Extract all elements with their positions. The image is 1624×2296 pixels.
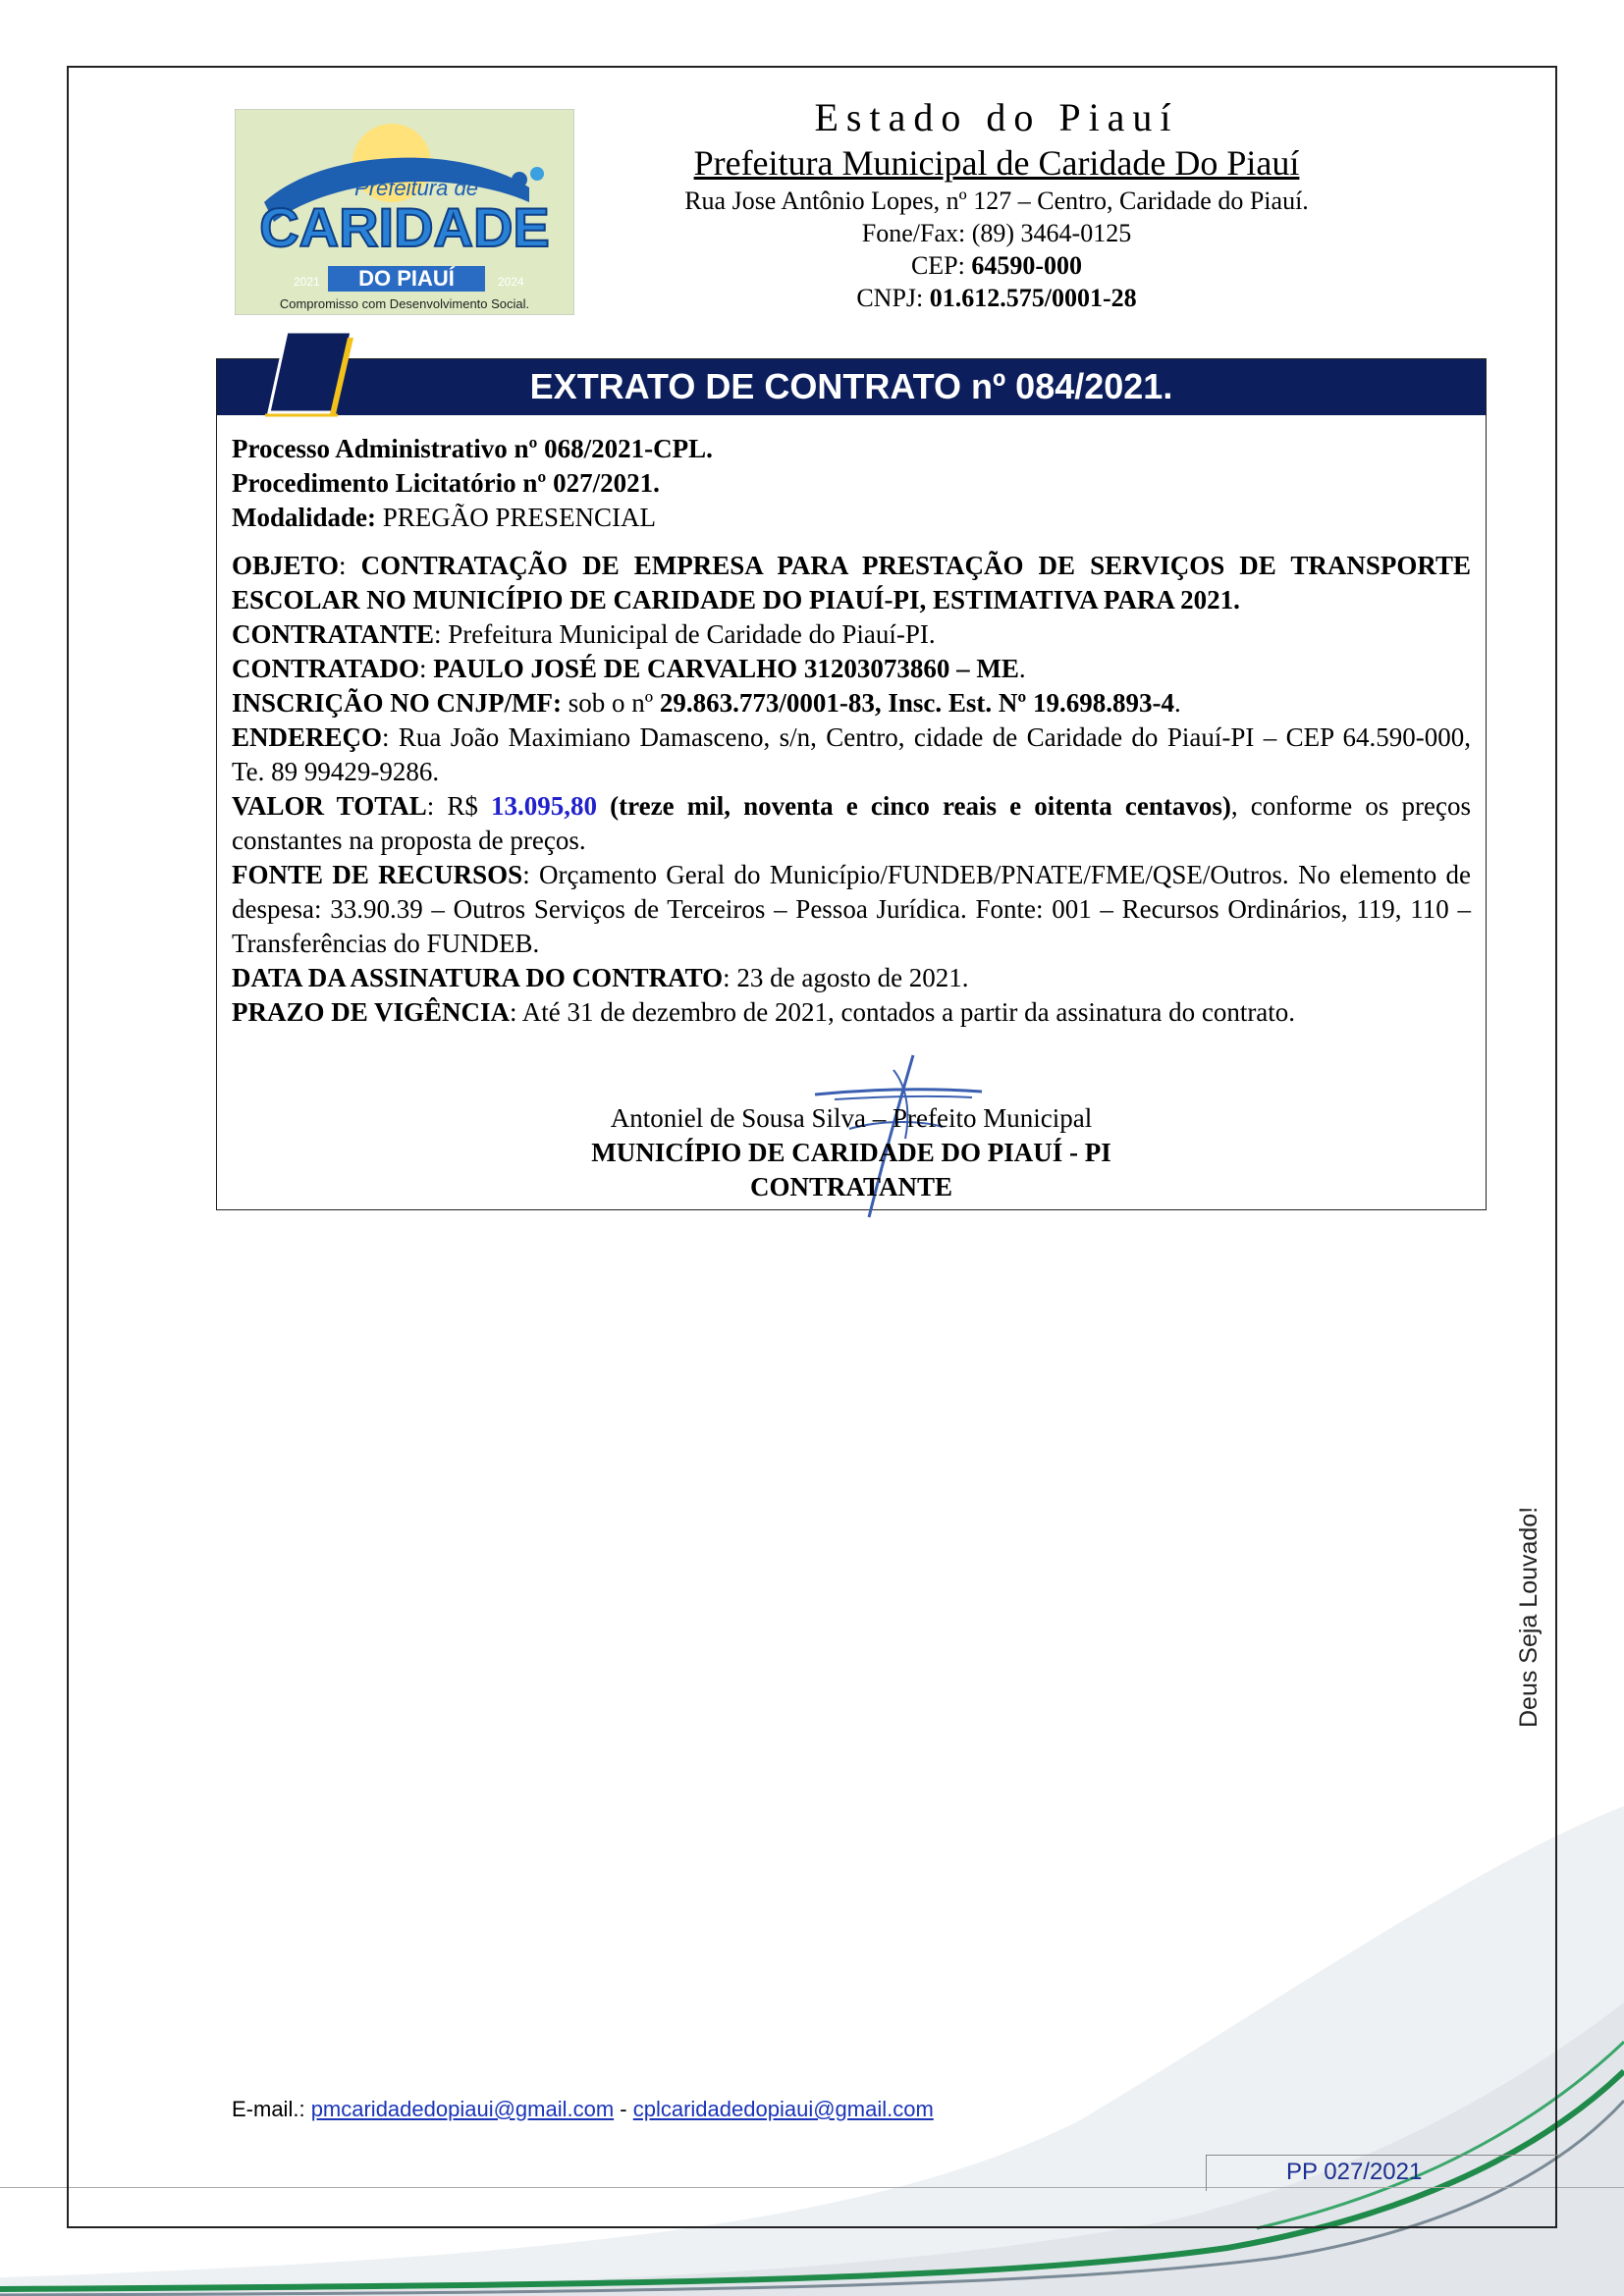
email-link-pm[interactable]: pmcaridadedopiaui@gmail.com	[310, 2097, 615, 2121]
processo: Processo Administrativo nº 068/2021-CPL.	[232, 434, 713, 463]
svg-text:2024: 2024	[498, 275, 524, 289]
cnpj-label: CNPJ:	[856, 284, 930, 312]
municipality-title: Prefeitura Municipal de Caridade Do Piauí	[693, 143, 1300, 183]
procedimento: Procedimento Licitatório nº 027/2021.	[232, 468, 660, 498]
valor-value: 13.095,80	[491, 791, 598, 821]
inscricao-pre: sob o nº	[561, 688, 660, 718]
contratante-label: CONTRATANTE	[232, 619, 435, 649]
data-label: DATA DA ASSINATURA DO CONTRATO	[232, 963, 724, 992]
footer-email	[232, 2097, 934, 2122]
cep-value: 64590-000	[971, 251, 1083, 280]
address: Rua Jose Antônio Lopes, nº 127 – Centro, Caridade do Piauí.	[684, 187, 1309, 215]
signatory-name: Antoniel de Sousa Silva – Prefeito Municipal	[610, 1103, 1093, 1133]
letterhead	[609, 94, 1384, 314]
process-reference: PP 027/2021	[1286, 2159, 1423, 2185]
svg-text:CARIDADE: CARIDADE	[259, 196, 550, 258]
modalidade-label: Modalidade:	[232, 503, 377, 532]
svg-text:Compromisso com Desenvolviment: Compromisso com Desenvolvimento Social.	[279, 296, 530, 311]
email-separator: -	[614, 2097, 633, 2121]
data-value: : 23 de agosto de 2021.	[723, 963, 969, 992]
inscricao-value: 29.863.773/0001-83, Insc. Est. Nº 19.698.893-4	[659, 688, 1175, 718]
side-motto: Deus Seja Louvado!	[1515, 1506, 1543, 1728]
contract-body: Processo Administrativo nº 068/2021-CPL. Procedimento Licitatório nº 027/2021. Modalidade: PREGÃO PRESENCIAL OBJETO: CONTRATAÇÃO DE EMPRESA PARA PRESTAÇÃO DE SERVIÇOS DE TRANSPORTE ESCOLAR NO MUNICÍPIO DE CARIDADE DO PIAUÍ-PI, ESTIMATIVA PARA 2021. CONTRATANTE: Prefeitura Municipal de Caridade do Piauí-PI. CONTRATADO: PAULO JOSÉ DE CARVALHO 31203073860 – ME. INSCRIÇÃO NO CNJP/MF: sob o nº 29.863.773/0001-83, Insc. Est. Nº 19.698.893-4. ENDEREÇO: Rua João Maximiano Damasceno, s/n, Centro, cidade de Caridade do Piauí-PI – CEP 64.590-000, Te. 89 99429-9286. VALOR TOTAL: R$ 13.095,80 (treze mil, noventa e cinco reais e oitenta centavos), conforme os preços constantes na proposta de preços. FONTE DE RECURSOS: Orçamento Geral do Município/FUNDEB/PNATE/FME/QSE/Outros. No elemento de despesa: 33.90.39 – Outros Serviços de Terceiros – Pessoa Jurídica. Fonte: 001 – Recursos Ordinários, 119, 110 – Transferências do FUNDEB. DATA DA ASSINATURA DO CONTRATO: 23 de agosto de 2021. PRAZO DE VIGÊNCIA: Até 31 de dezembro de 2021, contados a partir da assinatura do contrato.	[232, 434, 1472, 1027]
email-label: E-mail.:	[232, 2097, 311, 2121]
contract-title	[217, 366, 1486, 407]
cep	[609, 249, 1384, 282]
svg-text:Prefeitura de: Prefeitura de	[354, 176, 478, 200]
signatory-municipality: MUNICÍPIO DE CARIDADE DO PIAUÍ - PI	[591, 1138, 1111, 1167]
cnpj-value: 01.612.575/0001-28	[929, 284, 1137, 312]
endereco-label: ENDEREÇO	[232, 722, 383, 752]
valor-pre: : R$	[426, 791, 492, 821]
state-name: Estado do Piauí	[814, 95, 1179, 139]
signature-block	[232, 1101, 1471, 1204]
contratado-value: PAULO JOSÉ DE CARVALHO 31203073860 – ME	[433, 654, 1019, 683]
endereco-value: : Rua João Maximiano Damasceno, s/n, Centro, cidade de Caridade do Piauí-PI – CEP 64.590-000, Te. 89 99429-9286.	[232, 722, 1471, 786]
valor-post: , conforme os preços constantes na proposta de preços.	[232, 791, 1471, 855]
svg-text:DO PIAUÍ: DO PIAUÍ	[358, 266, 455, 291]
contratante-value: : Prefeitura Municipal de Caridade do Piauí-PI.	[434, 619, 936, 649]
cep-label: CEP:	[910, 251, 972, 280]
valor-extenso: (treze mil, noventa e cinco reais e oitenta centavos)	[610, 791, 1231, 821]
phone: Fone/Fax: (89) 3464-0125	[861, 219, 1132, 247]
caridade-logo	[235, 109, 574, 315]
cnpj	[609, 282, 1384, 314]
modalidade-value: PREGÃO PRESENCIAL	[376, 503, 657, 532]
email-link-cpl[interactable]: cplcaridadedopiaui@gmail.com	[632, 2097, 934, 2121]
objeto-label: OBJETO	[232, 551, 340, 580]
objeto-value: CONTRATAÇÃO DE EMPRESA PARA PRESTAÇÃO DE SERVIÇOS DE TRANSPORTE ESCOLAR NO MUNICÍPIO DE CARIDADE DO PIAUÍ-PI, ESTIMATIVA PARA 2021.	[232, 551, 1471, 614]
valor-label: VALOR TOTAL	[232, 791, 427, 821]
fonte-label: FONTE DE RECURSOS	[232, 860, 523, 889]
prazo-label: PRAZO DE VIGÊNCIA	[232, 997, 511, 1027]
contract-title-prefix: EXTRATO DE CONTRATO nº	[529, 366, 1016, 406]
contract-number: 084/2021.	[1015, 366, 1173, 406]
fonte-value: : Orçamento Geral do Município/FUNDEB/PNATE/FME/QSE/Outros. No elemento de despesa: 33.90.39 – Outros Serviços de Terceiros – Pessoa Jurídica. Fonte: 001 – Recursos Ordinários, 119, 110 – Transferências do FUNDEB.	[232, 860, 1472, 958]
svg-text:2021: 2021	[294, 275, 320, 289]
prazo-value: : Até 31 de dezembro de 2021, contados a partir da assinatura do contrato.	[510, 997, 1296, 1027]
inscricao-label: INSCRIÇÃO NO CNJP/MF:	[232, 688, 562, 718]
signatory-role: CONTRATANTE	[749, 1172, 953, 1201]
contratado-label: CONTRATADO	[232, 654, 420, 683]
